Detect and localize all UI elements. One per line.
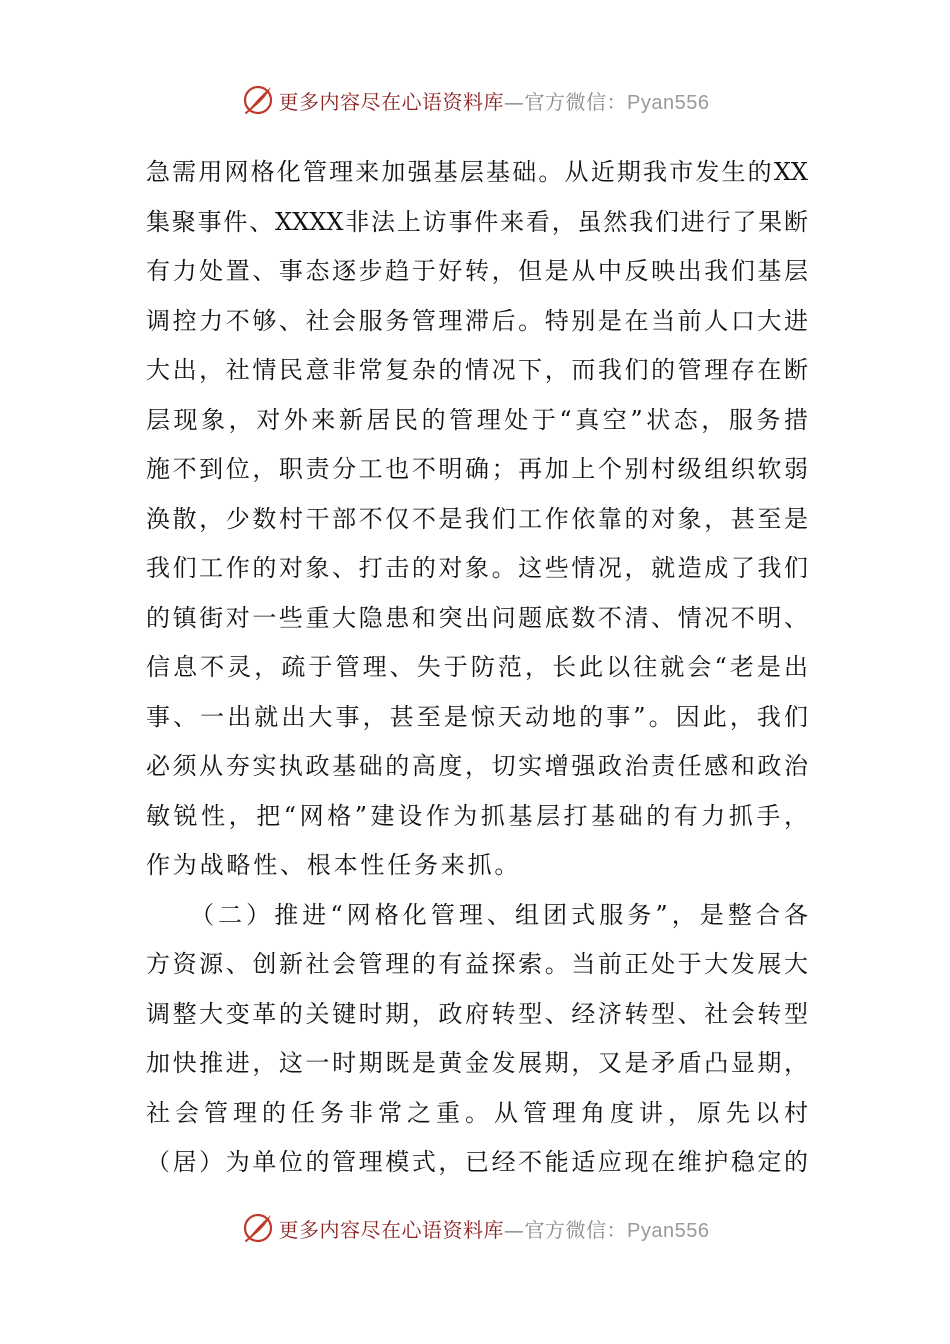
banner-wechat-id: Pyan556: [627, 1219, 710, 1242]
body-line-2: 集聚事件、XXXX非法上访事件来看，虽然我们进行了果断: [146, 207, 808, 236]
body-line-10: 的镇街对一些重大隐患和突出问题底数不清、情况不明、: [146, 603, 808, 632]
banner-official: 官方微信：: [524, 1217, 628, 1242]
banner-text: [279, 86, 710, 115]
banner-official: 官方微信：: [524, 89, 628, 114]
body-line-3: 有力处置、事态逐步趋于好转，但是从中反映出我们基层: [146, 257, 808, 285]
body-line-18: 调整大变革的关键时期，政府转型、经济转型、社会转型: [146, 999, 808, 1028]
document-body: [146, 148, 808, 1188]
banner-wechat-id: Pyan556: [627, 91, 710, 114]
body-line-20: 社会管理的任务非常之重。从管理角度讲，原先以村: [146, 1098, 808, 1127]
body-line-11: 信息不灵，疏于管理、失于防范，长此以往就会“老是出: [146, 653, 808, 681]
banner-text: [279, 1214, 710, 1243]
body-line-14: 敏锐性，把“网格”建设作为抓基层打基础的有力抓手，: [146, 801, 808, 830]
body-line-21: （居）为单位的管理模式，已经不能适应现在维护稳定的: [146, 1148, 808, 1176]
body-line-13: 必须从夯实执政基础的高度，切实增强政治责任感和政治: [146, 752, 808, 780]
body-line-8: 涣散，少数村干部不仅不是我们工作依靠的对象，甚至是: [146, 504, 808, 533]
footer-banner: [0, 1208, 950, 1248]
banner-dash: —: [504, 89, 525, 114]
banner-promo: 更多内容尽在心语资料库: [278, 1217, 505, 1242]
body-line-7: 施不到位，职责分工也不明确；再加上个别村级组织软弱: [146, 455, 808, 483]
body-line-1: 急需用网格化管理来加强基层基础。从近期我市发生的XX: [146, 158, 808, 186]
banner-promo: 更多内容尽在心语资料库: [278, 89, 505, 114]
section-heading-line: （二）推进“网格化管理、组团式服务”，是整合各: [190, 900, 808, 929]
body-line-9: 我们工作的对象、打击的对象。这些情况，就造成了我们: [146, 554, 808, 582]
body-line-15: 作为战略性、根本性任务来抓。: [146, 851, 522, 879]
body-line-6: 层现象，对外来新居民的管理处于“真空”状态，服务措: [146, 405, 808, 434]
body-line-5: 大出，社情民意非常复杂的情况下，而我们的管理存在断: [146, 356, 808, 384]
banner-dash: —: [504, 1217, 525, 1242]
quill-logo-icon: [241, 1211, 275, 1245]
quill-logo-icon: [241, 83, 275, 117]
header-banner: [0, 80, 950, 120]
body-line-19: 加快推进，这一时期既是黄金发展期，又是矛盾凸显期，: [146, 1049, 808, 1077]
body-line-17: 方资源、创新社会管理的有益探索。当前正处于大发展大: [146, 950, 808, 978]
body-line-12: 事、一出就出大事，甚至是惊天动地的事”。因此，我们: [146, 702, 808, 731]
body-line-4: 调控力不够、社会服务管理滞后。特别是在当前人口大进: [146, 306, 808, 335]
